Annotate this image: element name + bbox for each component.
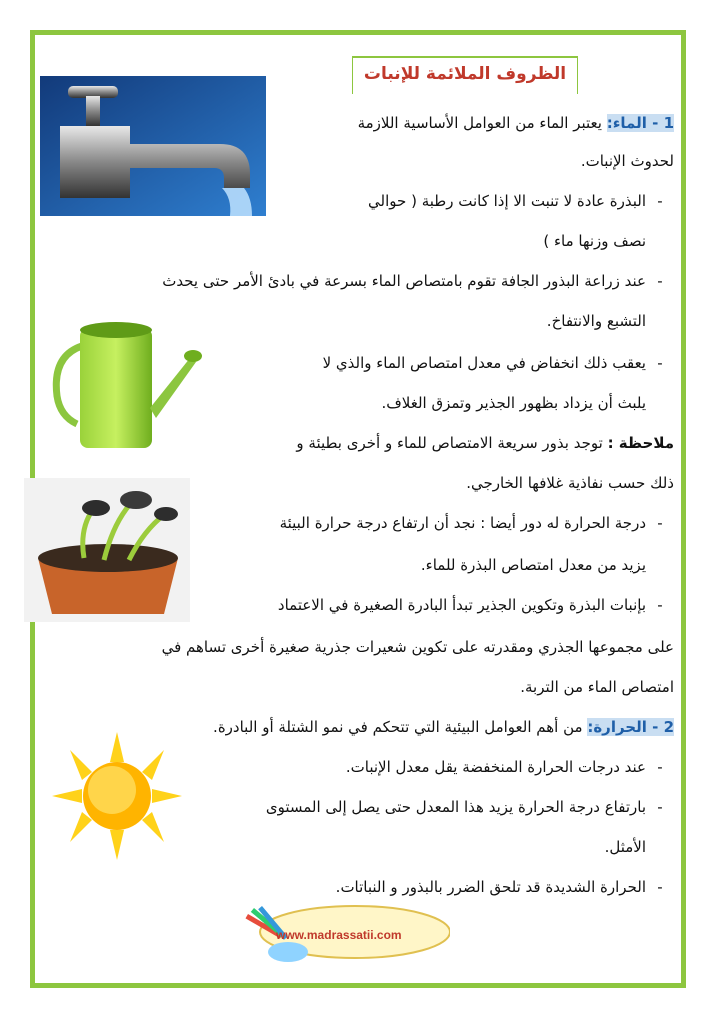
seedling-pot-icon — [24, 478, 190, 622]
section1-intro-line1 — [358, 112, 674, 134]
bullet-d-line2: يزيد من معدل امتصاص البذرة للماء. — [420, 556, 646, 574]
section1-intro-line2: لحدوث الإنبات. — [580, 152, 674, 170]
section2-bullet-a: -عند درجات الحرارة المنخفضة يقل معدل الإنبات. — [345, 758, 663, 776]
note-line1: ملاحظة : توجد بذور سريعة الامتصاص للماء و أخرى بطيئة و — [296, 434, 674, 452]
sun-icon — [52, 732, 182, 860]
section1-heading: الماء: — [606, 114, 647, 132]
bullet-c-line2: يلبث أن يزداد بظهور الجذير وتمزق الغلاف. — [381, 394, 646, 412]
section1-number: 1 - — [652, 114, 674, 132]
note-label: ملاحظة : — [607, 434, 674, 452]
bullet-d-line1: -درجة الحرارة له دور أيضا : نجد أن ارتفاع درجة حرارة البيئة — [279, 514, 663, 532]
page-title: الظروف الملائمة للإنبات — [363, 64, 567, 84]
water-tap-icon — [40, 76, 266, 216]
bullet-b-line1: -عند زراعة البذور الجافة تقوم بامتصاص الماء بسرعة في بادئ الأمر حتى يحدث — [162, 272, 663, 290]
section2-bullet-b-line2: الأمثل. — [604, 838, 646, 856]
bullet-b-line2: التشبع والانتفاخ. — [546, 312, 646, 330]
logo-text: www.madrassatii.com — [276, 928, 402, 942]
section2-number: 2 - — [652, 718, 674, 736]
section1-intro: يعتبر الماء من العوامل الأساسية اللازمة — [357, 114, 602, 132]
section2-bullet-c: -الحرارة الشديدة قد تلحق الضرر بالبذور و النباتات. — [335, 878, 663, 896]
section2-bullet-b-line1: -بارتفاع درجة الحرارة يزيد هذا المعدل حتى يصل إلى المستوى — [265, 798, 663, 816]
bullet-e-line2: على مجموعها الجذري ومقدرته على تكوين شعيرات جذرية صغيرة أخرى تساهم في — [161, 638, 674, 656]
bullet-a-line1: -البذرة عادة لا تنبت الا إذا كانت رطبة ( حوالي — [368, 192, 663, 210]
note-line2: ذلك حسب نفاذية غلافها الخارجي. — [466, 474, 674, 492]
section2-heading: الحرارة: — [587, 718, 647, 736]
section2-intro-line — [213, 716, 674, 738]
watering-can-icon — [52, 316, 202, 456]
bullet-e-line1: -بإنبات البذرة وتكوين الجذير تبدأ البادرة الصغيرة في الاعتماد — [277, 596, 663, 614]
bullet-a-line2: نصف وزنها ماء ) — [543, 232, 646, 250]
bullet-e-line3: امتصاص الماء من التربة. — [520, 678, 674, 696]
bullet-c-line1: -يعقب ذلك انخفاض في معدل امتصاص الماء والذي لا — [322, 354, 663, 372]
section2-intro: من أهم العوامل البيئية التي تتحكم في نمو الشتلة أو البادرة. — [213, 718, 583, 736]
